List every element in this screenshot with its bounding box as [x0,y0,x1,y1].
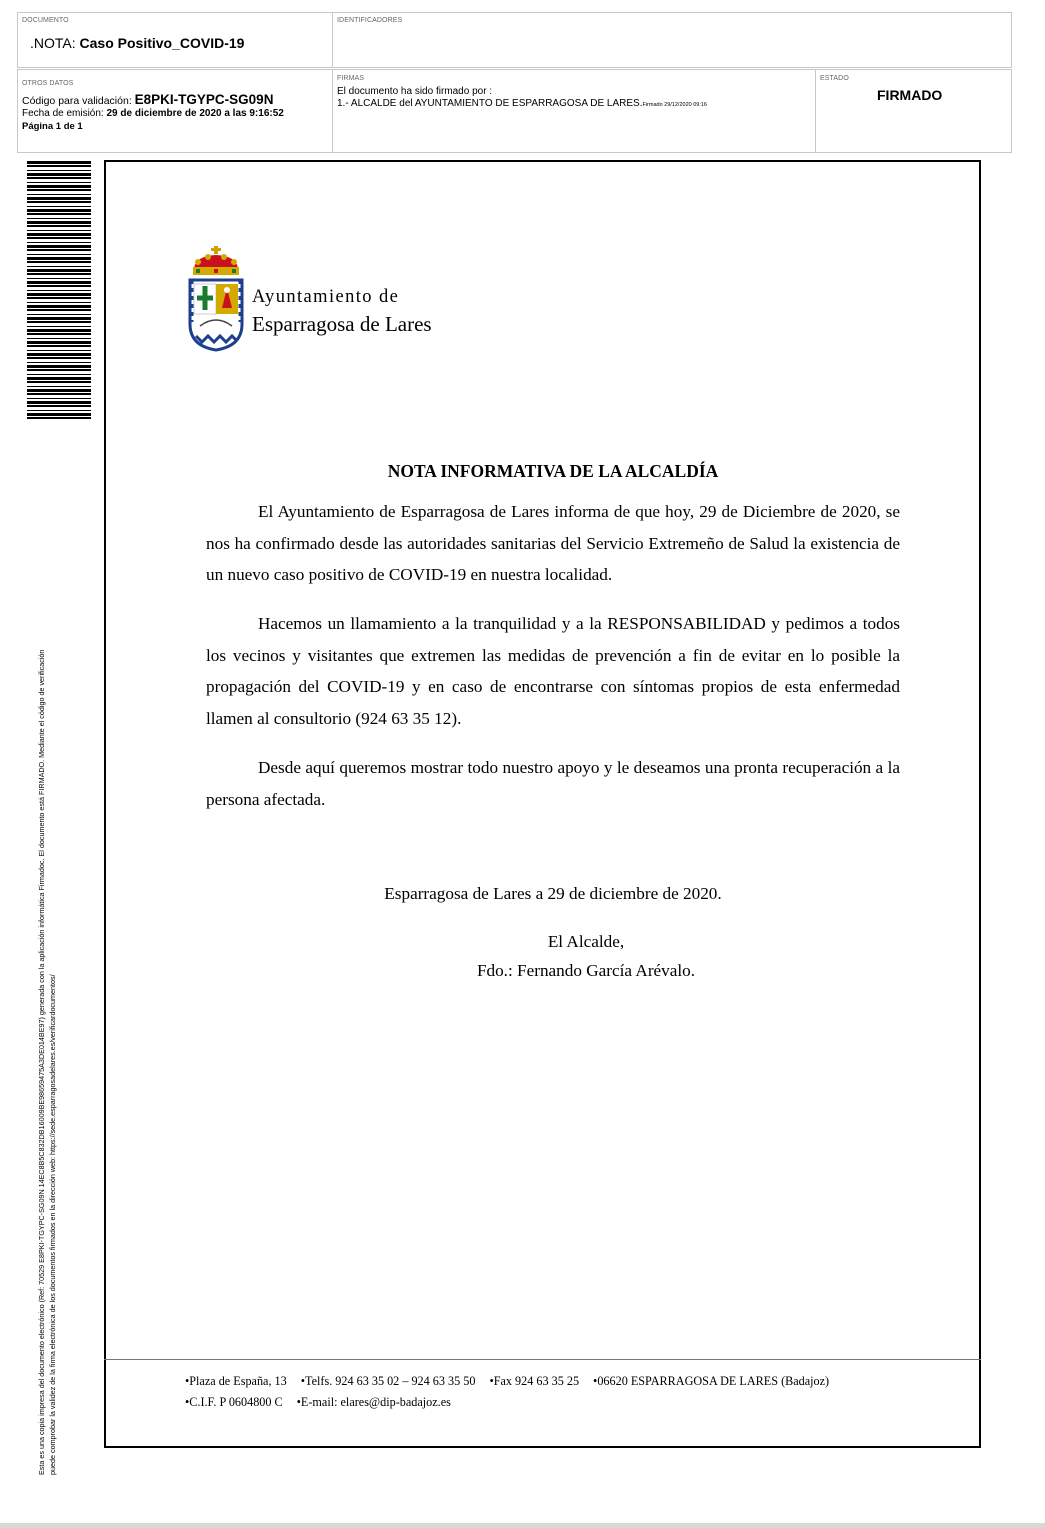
barcode-bar [27,245,91,248]
firmas-line-2 [337,98,707,109]
signer-title: El Alcalde, [547,932,625,951]
verification-side-text [36,420,58,1475]
validation-label: Código para validación: [22,95,135,107]
note-title: NOTA INFORMATIVA DE LA ALCALDÍA [387,461,719,481]
barcode-bar [27,309,91,311]
emission-date: 29 de diciembre de 2020 a las 9:16:52 [106,108,284,119]
barcode-bar [27,381,91,383]
barcode-bar [27,194,91,195]
footer-line-2 [185,1395,465,1410]
barcode-bar [27,413,91,416]
header-firmas-box [332,69,816,153]
barcode-bar [27,254,91,255]
barcode-bar [27,317,91,320]
barcode-bar [27,285,91,287]
barcode-bar [27,386,91,387]
barcode-bar [27,393,91,395]
verification-line-1: Esta es una copia impresa del documento electrónico (Ref: 70529 E8PKI-TGYPC-SG09N 14EC8B5C832DB16009BE98659475A3DE014BE97) generada con la aplicación informática Firmadoc. El documento está FIRMADO. Mediante el código de verificación [37,649,46,1475]
barcode-bar [27,281,91,284]
footer-phones: •Telfs. 924 63 35 02 – 924 63 35 50 [300,1374,476,1388]
paragraph-2 [206,608,900,734]
place-and-date: Esparragosa de Lares a 29 de diciembre de 2020. [384,884,722,903]
barcode-bar [27,177,91,179]
emission-label: Fecha de emisión: [22,108,107,119]
barcode-bar [27,182,91,183]
barcode-bar [27,377,91,380]
barcode-bar [27,405,91,407]
barcode-bar [27,345,91,347]
document-title-prefix: .NOTA: [30,35,80,51]
barcode-bar [27,221,91,224]
barcode-bar [27,170,91,171]
page-count: Página 1 de 1 [22,121,83,132]
barcode-bar [27,297,91,299]
barcode-bar [27,326,91,327]
verification-line-2: puede comprobar la validez de la firma electrónica de los documentos firmados en la dirección web: https://sede.esparragosadelares.es/verificardocumentos/ [48,974,57,1475]
header-identificadores-box [332,12,1012,68]
barcode-bar [27,242,91,243]
footer-postal: •06620 ESPARRAGOSA DE LARES (Badajoz) [593,1374,830,1388]
barcode-bar [27,314,91,315]
barcode-bar [27,417,91,419]
validation-code: E8PKI-TGYPC-SG09N [134,92,274,107]
barcode-bar [27,266,91,267]
coat-of-arms-logo [186,246,246,354]
barcode-bar [27,213,91,215]
barcode-bar [27,338,91,339]
barcode-bar [27,321,91,323]
barcode-bar [27,273,91,275]
firmas-timestamp: Firmado 29/12/2020 09:16 [642,102,707,108]
documento-caption: DOCUMENTO [22,17,69,24]
footer-email: •E-mail: elares@dip-badajoz.es [296,1395,451,1409]
paragraph-1-text: El Ayuntamiento de Esparragosa de Lares informa de que hoy, 29 de Diciembre de 2020, se nos ha confirmado desde las autoridades sanitarias del Servicio Extremeño de Salud la existencia de un nuevo caso positivo de COVID-19 en nuestra localidad. [206,502,900,584]
otros-datos-caption: OTROS DATOS [22,80,74,87]
estado-value: FIRMADO [877,87,943,103]
validation-row [22,91,273,109]
footer-divider [104,1359,981,1360]
barcode-bar [27,201,91,203]
firmas-line-1: El documento ha sido firmado por : [337,86,493,97]
barcode-bar [27,357,91,359]
footer-cif: •C.I.F. P 0604800 C [185,1395,283,1409]
paragraph-1 [206,496,900,591]
barcode-bar [27,225,91,227]
barcode-bar [27,269,91,272]
firmas-caption: FIRMAS [337,75,365,82]
barcode-bar [27,218,91,219]
barcode-bar [27,261,91,263]
barcode-bar [27,206,91,207]
estado-caption: ESTADO [820,75,849,82]
barcode-bar [27,161,91,164]
barcode [27,161,91,421]
barcode-bar [27,341,91,344]
barcode-bar [27,290,91,291]
document-title-name: Caso Positivo_COVID-19 [79,35,245,51]
page-bottom-edge [0,1523,1045,1528]
paragraph-3-text: Desde aquí queremos mostrar todo nuestro apoyo y le deseamos una pronta recuperación a la persona afectada. [206,758,900,809]
barcode-bar [27,362,91,363]
barcode-bar [27,365,91,368]
signer-name: Fdo.: Fernando García Arévalo. [476,961,696,980]
barcode-bar [27,249,91,251]
footer-fax: •Fax 924 63 35 25 [489,1374,580,1388]
firmas-signer: 1.- ALCALDE del AYUNTAMIENTO DE ESPARRAGOSA DE LARES. [337,98,643,109]
barcode-bar [27,353,91,356]
barcode-bar [27,329,91,332]
footer-address: •Plaza de España, 13 [185,1374,287,1388]
barcode-bar [27,197,91,200]
barcode-bar [27,398,91,399]
paragraph-2-text: Hacemos un llamamiento a la tranquilidad y a la RESPONSABILIDAD y pedimos a todos los vecinos y visitantes que extremen las medidas de prevención a fin de evitar en lo posible la propagación del COVID-19 y en caso de encontrarse con síntomas propios de esta enfermedad llamen al consultorio (924 63 35 12). [206,614,900,728]
barcode-bar [27,305,91,308]
barcode-bar [27,293,91,296]
barcode-bar [27,374,91,375]
document-title [30,35,244,51]
letterhead-line-1: Ayuntamiento de [252,287,400,307]
barcode-bar [27,233,91,236]
barcode-bar [27,350,91,351]
barcode-bar [27,278,91,279]
barcode-bar [27,209,91,212]
barcode-bar [27,185,91,188]
barcode-bar [27,401,91,404]
footer-line-1 [185,1374,843,1389]
barcode-bar [27,257,91,260]
paragraph-3 [206,752,900,815]
emission-row [22,108,284,119]
barcode-bar [27,230,91,231]
barcode-bar [27,237,91,239]
barcode-bar [27,389,91,392]
barcode-bar [27,173,91,176]
barcode-bar [27,333,91,335]
identificadores-caption: IDENTIFICADORES [337,17,403,24]
barcode-bar [27,165,91,167]
barcode-bar [27,189,91,191]
barcode-bar [27,369,91,371]
barcode-bar [27,302,91,303]
barcode-bar [27,410,91,411]
letterhead-line-2: Esparragosa de Lares [252,312,432,336]
